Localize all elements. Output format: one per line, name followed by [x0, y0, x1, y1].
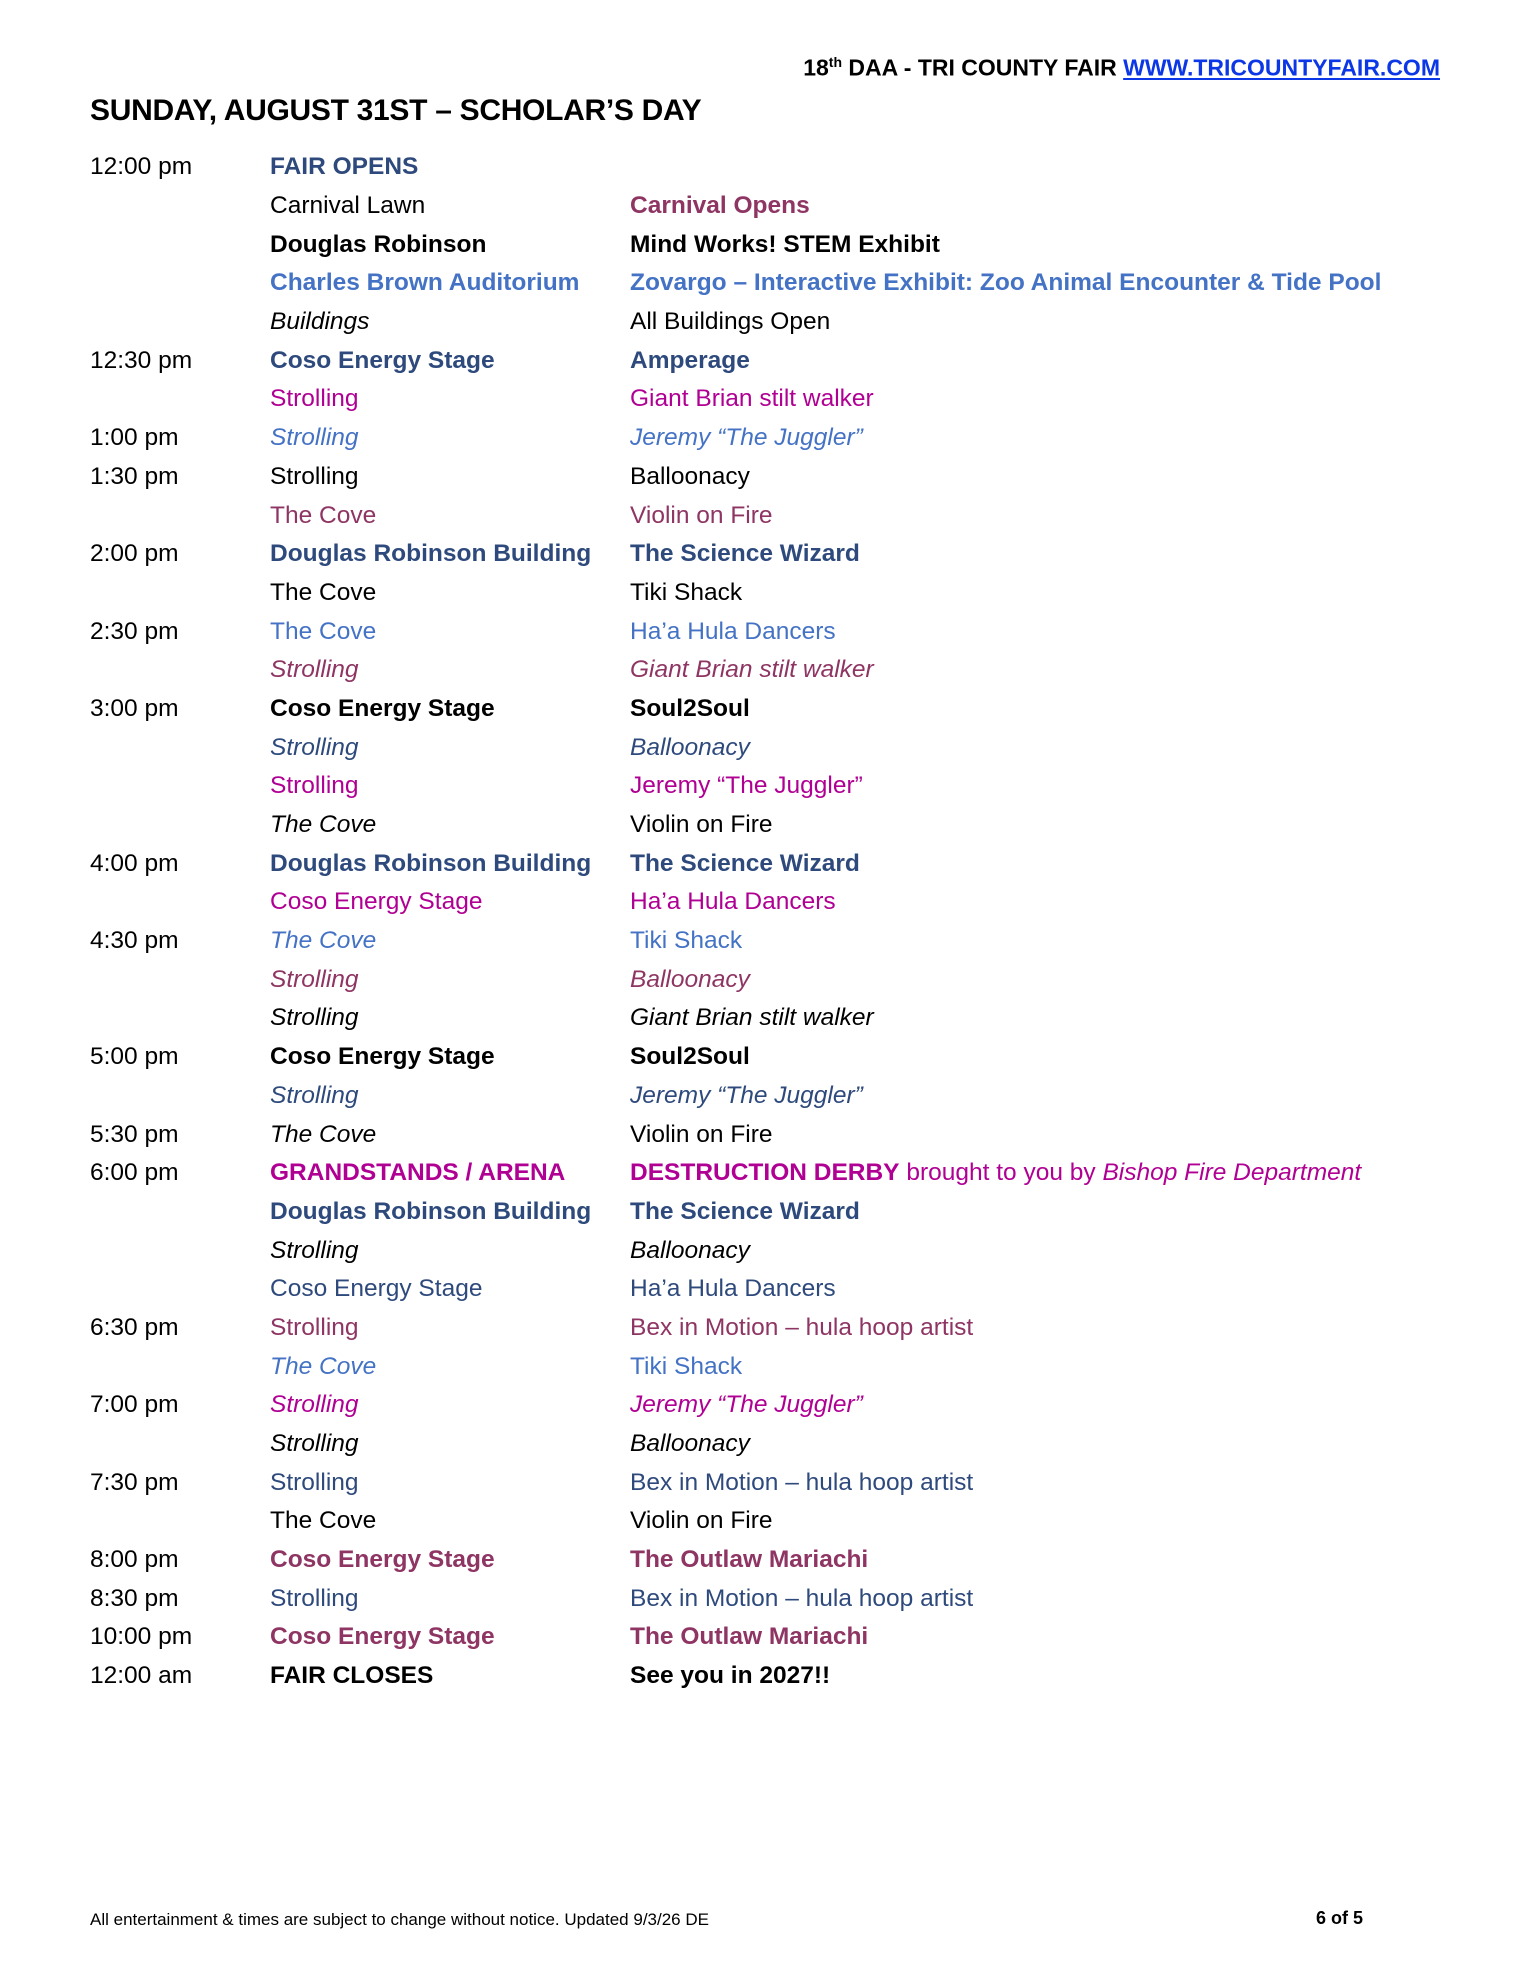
venue-cell: Douglas Robinson: [270, 230, 487, 258]
venue-cell: The Cove: [270, 578, 377, 606]
event-title: Violin on Fire: [630, 501, 773, 529]
schedule-row: [90, 960, 1450, 999]
event-sponsor-name: Bishop Fire Department: [1102, 1159, 1362, 1187]
event-cell: [630, 1430, 1450, 1458]
schedule-row: [90, 303, 1450, 342]
venue-cell: Strolling: [270, 1004, 359, 1032]
schedule-row: [90, 922, 1450, 961]
event-title: Jeremy “The Juggler”: [630, 424, 863, 452]
event-cell: [630, 1662, 1450, 1690]
schedule-row: [90, 1502, 1450, 1541]
venue-cell: Strolling: [270, 1468, 359, 1496]
venue-cell: Charles Brown Auditorium: [270, 269, 580, 297]
event-title: See you in 2027!!: [630, 1662, 831, 1690]
venue-cell: Strolling: [270, 1236, 359, 1264]
event-cell: [630, 966, 1450, 994]
event-cell: [630, 1004, 1450, 1032]
event-title: DESTRUCTION DERBY: [630, 1159, 900, 1187]
org-prefix: 18: [803, 54, 829, 81]
schedule-row: [90, 651, 1450, 690]
time-cell: 4:30 pm: [90, 927, 179, 955]
event-cell: [630, 618, 1450, 646]
event-cell: [630, 927, 1450, 955]
event-title: Violin on Fire: [630, 1507, 773, 1535]
schedule-row: [90, 187, 1450, 226]
schedule-row: [90, 535, 1450, 574]
event-title: The Outlaw Mariachi: [630, 1623, 869, 1651]
event-title: The Science Wizard: [630, 1197, 860, 1225]
event-cell: [630, 1198, 1450, 1226]
time-cell: 10:00 pm: [90, 1623, 193, 1651]
venue-cell: Coso Energy Stage: [270, 694, 495, 722]
event-cell: [630, 1623, 1450, 1651]
schedule-row: [90, 767, 1450, 806]
venue-cell: Coso Energy Stage: [270, 1275, 483, 1303]
footer-note: All entertainment & times are subject to change without notice. Updated 9/3/26 DE: [90, 1910, 709, 1929]
event-cell: [630, 1507, 1450, 1535]
event-cell: [630, 888, 1450, 916]
time-cell: 8:30 pm: [90, 1584, 179, 1612]
venue-cell: The Cove: [270, 1120, 377, 1148]
schedule-row: [90, 458, 1450, 497]
org-name: DAA - TRI COUNTY FAIR: [842, 54, 1124, 81]
time-cell: 2:00 pm: [90, 540, 179, 568]
schedule-row: [90, 690, 1450, 729]
schedule-row: [90, 148, 1450, 187]
venue-cell: Strolling: [270, 385, 359, 413]
event-title: Ha’a Hula Dancers: [630, 617, 836, 645]
event-title: Jeremy “The Juggler”: [630, 772, 863, 800]
event-cell: [630, 1353, 1450, 1381]
venue-cell: The Cove: [270, 811, 377, 839]
event-cell: [630, 1275, 1450, 1303]
event-title: The Science Wizard: [630, 540, 860, 568]
schedule-row: [90, 883, 1450, 922]
event-cell: [630, 1546, 1450, 1574]
fair-header: [803, 54, 1440, 82]
event-title: Balloonacy: [630, 965, 750, 993]
event-cell: [630, 463, 1450, 491]
event-cell: [630, 1391, 1450, 1419]
venue-cell: The Cove: [270, 1507, 377, 1535]
venue-cell: Strolling: [270, 772, 359, 800]
event-title: Giant Brian stilt walker: [630, 385, 874, 413]
schedule-row: [90, 496, 1450, 535]
event-title: Giant Brian stilt walker: [630, 656, 874, 684]
time-cell: 2:30 pm: [90, 617, 179, 645]
schedule-row: [90, 1154, 1450, 1193]
schedule-row: [90, 728, 1450, 767]
schedule-row: [90, 999, 1450, 1038]
schedule-row: [90, 264, 1450, 303]
event-cell: [630, 772, 1450, 800]
event-cell: [630, 1082, 1450, 1110]
time-cell: 1:30 pm: [90, 462, 179, 490]
venue-cell: The Cove: [270, 1352, 377, 1380]
event-title: Mind Works! STEM Exhibit: [630, 230, 940, 258]
venue-cell: Strolling: [270, 733, 359, 761]
event-title: Tiki Shack: [630, 1352, 743, 1380]
event-title: Violin on Fire: [630, 1120, 773, 1148]
time-cell: 5:30 pm: [90, 1120, 179, 1148]
event-cell: [630, 1585, 1450, 1613]
time-cell: 7:00 pm: [90, 1391, 179, 1419]
event-title: Carnival Opens: [630, 192, 810, 220]
event-title: Giant Brian stilt walker: [630, 1004, 874, 1032]
event-title: Ha’a Hula Dancers: [630, 888, 836, 916]
event-sponsor-prefix: brought to you by: [899, 1159, 1103, 1187]
venue-cell: GRANDSTANDS / ARENA: [270, 1159, 566, 1187]
event-cell: [630, 385, 1450, 413]
event-title: The Science Wizard: [630, 849, 860, 877]
schedule-row: [90, 341, 1450, 380]
venue-cell: The Cove: [270, 501, 377, 529]
venue-cell: Douglas Robinson Building: [270, 540, 592, 568]
schedule-row: [90, 1309, 1450, 1348]
event-title: Tiki Shack: [630, 927, 743, 955]
event-title: Zovargo – Interactive Exhibit: Zoo Animal Encounter & Tide Pool: [630, 269, 1382, 297]
event-cell: [630, 1314, 1450, 1342]
venue-cell: FAIR OPENS: [270, 153, 419, 181]
venue-cell: Carnival Lawn: [270, 192, 426, 220]
time-cell: 1:00 pm: [90, 424, 179, 452]
page-title: SUNDAY, AUGUST 31ST – SCHOLAR’S DAY: [90, 94, 702, 127]
event-cell: [630, 1159, 1450, 1187]
time-cell: 8:00 pm: [90, 1546, 179, 1574]
venue-cell: Buildings: [270, 308, 370, 336]
schedule-row: [90, 225, 1450, 264]
time-cell: 7:30 pm: [90, 1468, 179, 1496]
event-title: Balloonacy: [630, 1236, 750, 1264]
schedule-row: [90, 1347, 1450, 1386]
venue-cell: Strolling: [270, 1430, 359, 1458]
schedule-row: [90, 1386, 1450, 1425]
time-cell: 6:00 pm: [90, 1159, 179, 1187]
venue-cell: Coso Energy Stage: [270, 1043, 495, 1071]
time-cell: 5:00 pm: [90, 1043, 179, 1071]
event-title: Bex in Motion – hula hoop artist: [630, 1468, 974, 1496]
time-cell: 12:00 pm: [90, 153, 193, 181]
schedule-row: [90, 1618, 1450, 1657]
venue-cell: Strolling: [270, 1391, 359, 1419]
time-cell: 12:30 pm: [90, 346, 193, 374]
event-title: Jeremy “The Juggler”: [630, 1081, 863, 1109]
venue-cell: The Cove: [270, 617, 377, 645]
schedule-row: [90, 612, 1450, 651]
time-cell: 4:00 pm: [90, 849, 179, 877]
event-cell: [630, 734, 1450, 762]
event-cell: [630, 231, 1450, 259]
schedule-row: [90, 1541, 1450, 1580]
venue-cell: Strolling: [270, 1584, 359, 1612]
event-cell: [630, 656, 1450, 684]
schedule-row: [90, 1579, 1450, 1618]
event-cell: [630, 579, 1450, 607]
event-cell: [630, 269, 1450, 297]
event-title: The Outlaw Mariachi: [630, 1546, 869, 1574]
schedule-row: [90, 574, 1450, 613]
event-cell: [630, 811, 1450, 839]
schedule-row: [90, 1270, 1450, 1309]
schedule-row: [90, 844, 1450, 883]
venue-cell: FAIR CLOSES: [270, 1662, 434, 1690]
event-title: Bex in Motion – hula hoop artist: [630, 1584, 974, 1612]
event-cell: [630, 1121, 1450, 1149]
venue-cell: Strolling: [270, 1081, 359, 1109]
time-cell: 12:00 am: [90, 1662, 193, 1690]
event-title: Soul2Soul: [630, 694, 750, 722]
event-cell: [630, 695, 1450, 723]
event-title: All Buildings Open: [630, 308, 831, 336]
website-link[interactable]: WWW.TRICOUNTYFAIR.COM: [1123, 54, 1440, 81]
venue-cell: Strolling: [270, 424, 359, 452]
venue-cell: Coso Energy Stage: [270, 888, 483, 916]
event-cell: [630, 850, 1450, 878]
schedule-row: [90, 1425, 1450, 1464]
event-cell: [630, 502, 1450, 530]
event-title: Balloonacy: [630, 462, 750, 490]
schedule-row: [90, 1231, 1450, 1270]
venue-cell: The Cove: [270, 927, 377, 955]
venue-cell: Strolling: [270, 462, 359, 490]
event-cell: [630, 1043, 1450, 1071]
event-title: Balloonacy: [630, 733, 750, 761]
time-cell: 3:00 pm: [90, 694, 179, 722]
schedule-row: [90, 1193, 1450, 1232]
venue-cell: Strolling: [270, 1313, 359, 1341]
schedule-table: [90, 148, 1450, 1696]
event-cell: [630, 1237, 1450, 1265]
schedule-row: [90, 1463, 1450, 1502]
event-title: Bex in Motion – hula hoop artist: [630, 1313, 974, 1341]
event-cell: [630, 540, 1450, 568]
venue-cell: Strolling: [270, 965, 359, 993]
schedule-row: [90, 1038, 1450, 1077]
schedule-row: [90, 380, 1450, 419]
event-title: Violin on Fire: [630, 811, 773, 839]
event-title: Soul2Soul: [630, 1043, 750, 1071]
event-cell: [630, 347, 1450, 375]
venue-cell: Coso Energy Stage: [270, 1546, 495, 1574]
event-cell: [630, 192, 1450, 220]
time-cell: 6:30 pm: [90, 1313, 179, 1341]
event-cell: [630, 308, 1450, 336]
event-cell: [630, 1469, 1450, 1497]
venue-cell: Coso Energy Stage: [270, 1623, 495, 1651]
event-title: Amperage: [630, 346, 750, 374]
venue-cell: Strolling: [270, 656, 359, 684]
venue-cell: Coso Energy Stage: [270, 346, 495, 374]
venue-cell: Douglas Robinson Building: [270, 1197, 592, 1225]
org-ordinal-suffix: th: [828, 54, 843, 70]
schedule-row: [90, 419, 1450, 458]
event-title: Jeremy “The Juggler”: [630, 1391, 863, 1419]
schedule-row: [90, 1115, 1450, 1154]
schedule-row: [90, 806, 1450, 845]
event-title: Tiki Shack: [630, 578, 743, 606]
schedule-row: [90, 1657, 1450, 1696]
event-title: Ha’a Hula Dancers: [630, 1275, 836, 1303]
venue-cell: Douglas Robinson Building: [270, 849, 592, 877]
schedule-row: [90, 1077, 1450, 1116]
page-number: 6 of 5: [1316, 1908, 1364, 1928]
event-cell: [630, 424, 1450, 452]
event-title: Balloonacy: [630, 1430, 750, 1458]
